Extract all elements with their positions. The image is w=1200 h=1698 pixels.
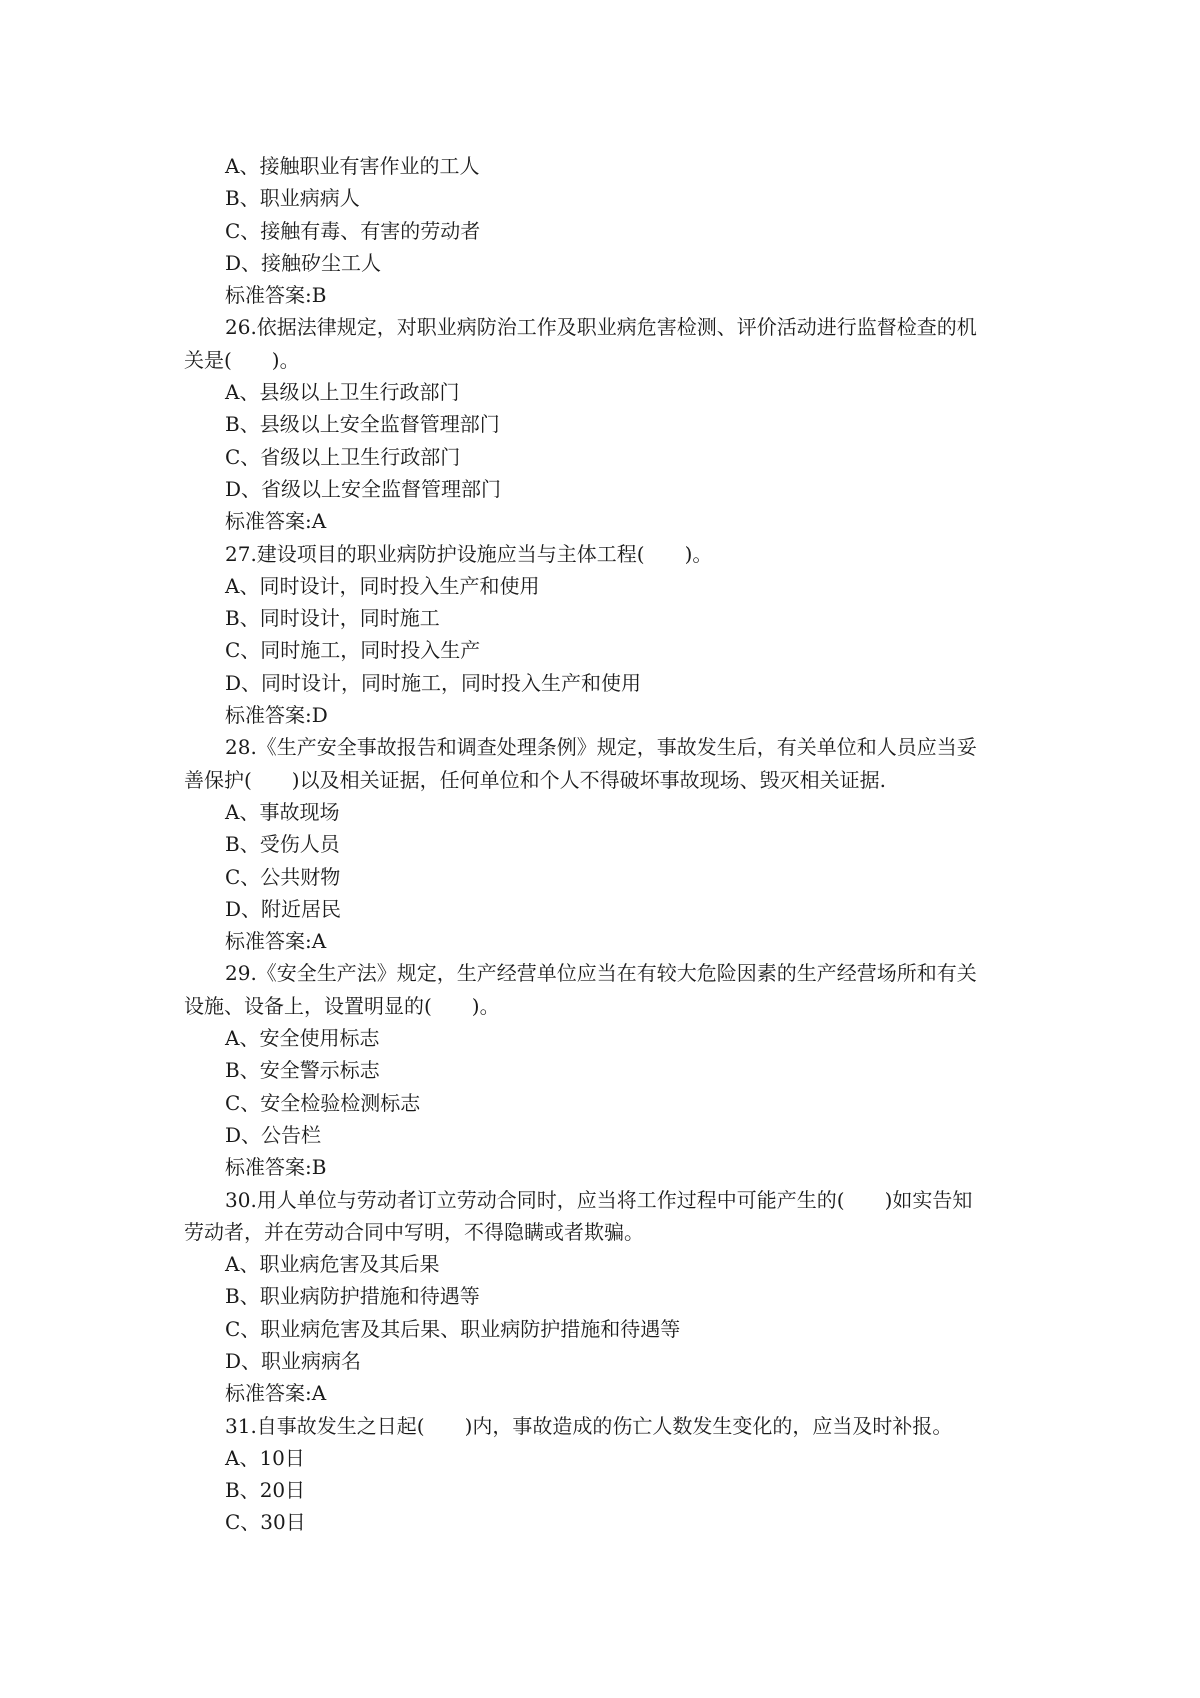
question-continuation-line: 设施、设备上，设置明显的( )。 [184, 993, 500, 1018]
question-line: 26.依据法律规定，对职业病防治工作及职业病危害检测、评价活动进行监督检查的机 [225, 315, 977, 340]
option-line: B、县级以上安全监督管理部门 [225, 412, 500, 437]
option-line: C、接触有毒、有害的劳动者 [225, 218, 481, 243]
option-line: B、同时设计，同时施工 [225, 606, 440, 631]
option-line: A、县级以上卫生行政部门 [225, 380, 460, 405]
option-line: D、附近居民 [225, 896, 342, 921]
option-line: A、职业病危害及其后果 [225, 1252, 440, 1277]
question-continuation-line: 劳动者，并在劳动合同中写明，不得隐瞒或者欺骗。 [184, 1219, 644, 1244]
answer-line: 标准答案:B [225, 283, 327, 308]
option-line: A、安全使用标志 [225, 1026, 380, 1051]
question-line: 30.用人单位与劳动者订立劳动合同时，应当将工作过程中可能产生的( )如实告知 [225, 1187, 973, 1212]
option-line: C、省级以上卫生行政部门 [225, 444, 461, 469]
option-line: D、接触矽尘工人 [225, 250, 382, 275]
option-line: C、职业病危害及其后果、职业病防护措施和待遇等 [225, 1316, 681, 1341]
option-line: B、职业病病人 [225, 186, 360, 211]
option-line: A、事故现场 [225, 799, 340, 824]
option-line: C、公共财物 [225, 864, 341, 889]
answer-line: 标准答案:B [225, 1155, 327, 1180]
option-line: B、受伤人员 [225, 832, 340, 857]
document-body [184, 150, 1028, 1539]
option-line: D、同时设计，同时施工，同时投入生产和使用 [225, 670, 642, 695]
question-line: 28.《生产安全事故报告和调查处理条例》规定，事故发生后，有关单位和人员应当妥 [225, 735, 977, 760]
option-line: B、20日 [225, 1478, 306, 1503]
option-line: D、职业病病名 [225, 1348, 362, 1373]
option-line: A、接触职业有害作业的工人 [225, 154, 480, 178]
option-line: C、同时施工，同时投入生产 [225, 638, 481, 663]
option-line: D、省级以上安全监督管理部门 [225, 476, 502, 501]
question-line: 27.建设项目的职业病防护设施应当与主体工程( )。 [225, 541, 713, 566]
option-line: C、安全检验检测标志 [225, 1090, 421, 1115]
question-continuation-line: 善保护( )以及相关证据，任何单位和个人不得破坏事故现场、毁灭相关证据. [184, 767, 886, 792]
question-line: 29.《安全生产法》规定，生产经营单位应当在有较大危险因素的生产经营场所和有关 [225, 961, 977, 986]
answer-line: 标准答案:A [225, 929, 327, 954]
option-line: A、10日 [225, 1445, 305, 1470]
option-line: D、公告栏 [225, 1122, 322, 1147]
answer-line: 标准答案:A [225, 1381, 327, 1406]
answer-line: 标准答案:A [225, 509, 327, 534]
question-line: 31.自事故发生之日起( )内，事故造成的伤亡人数发生变化的，应当及时补报。 [225, 1413, 953, 1438]
answer-line: 标准答案:D [225, 703, 328, 728]
option-line: A、同时设计，同时投入生产和使用 [225, 573, 540, 598]
option-line: B、职业病防护措施和待遇等 [225, 1284, 480, 1309]
question-continuation-line: 关是( )。 [184, 347, 300, 372]
option-line: B、安全警示标志 [225, 1058, 380, 1083]
option-line: C、30日 [225, 1510, 306, 1535]
